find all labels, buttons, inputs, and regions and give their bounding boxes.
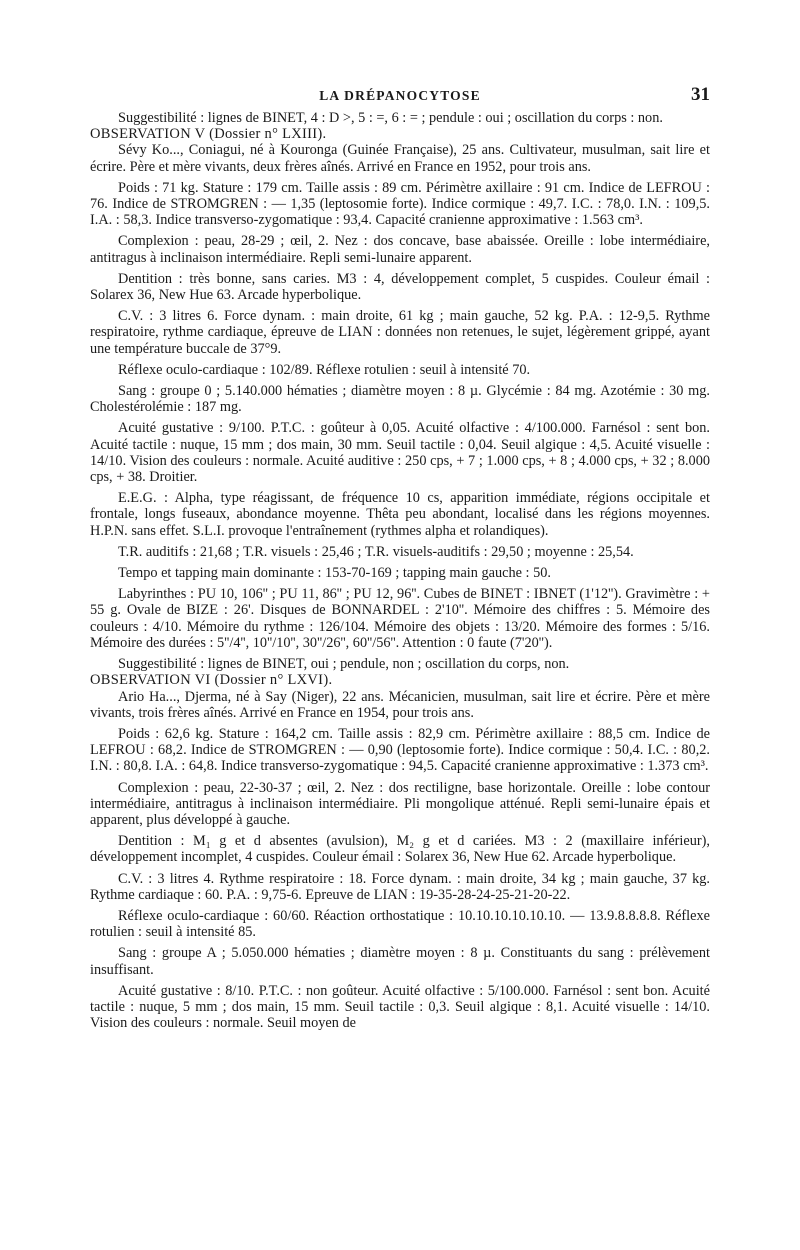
paragraph: Dentition : M₁ g et d absentes (avulsion), M₂ g et d cariées. M3 : 2 (maxillaire inférieur), développement incomplet, 4 cuspides. Couleur émail : Solarex 36, New Hue 62. Arcade hyperbolique. [90, 833, 710, 866]
paragraph: Sang : groupe 0 ; 5.140.000 hématies ; diamètre moyen : 8 µ. Glycémie : 84 mg. Azotémie : 30 mg. Cholestérolémie : 187 mg. [90, 383, 710, 416]
paragraph: Dentition : très bonne, sans caries. M3 : 4, développement complet, 5 cuspides. Couleur émail : Solarex 36, New Hue 63. Arcade hyperbolique. [90, 270, 710, 304]
paragraph: Sévy Ko..., Coniagui, né à Kouronga (Guinée Française), 25 ans. Cultivateur, musulman, sait lire et écrire. Père et mère vivants, deux frères aînés. Arrivé en France en 1952, pour trois ans. [90, 142, 710, 175]
section-heading-observation-vi: OBSERVATION VI (Dossier n° LXVI). [90, 672, 333, 689]
paragraph: Suggestibilité : lignes de BINET, 4 : D >, 5 : =, 6 : = ; pendule : oui ; oscillation du corps : non. [118, 110, 663, 126]
paragraph: Complexion : peau, 22-30-37 ; œil, 2. Nez : dos rectiligne, base horizontale. Oreille : lobe contour intermédiaire, antitragus à inclinaison intermédiaire. Pli mongolique atténué. Repli semi-lunaire épais et apparent, plus développé à gauche. [90, 779, 710, 828]
paragraph: Réflexe oculo-cardiaque : 102/89. Réflexe rotulien : seuil à intensité 70. [118, 361, 531, 378]
paragraph: Acuité gustative : 9/100. P.T.C. : goûteur à 0,05. Acuité olfactive : 4/100.000. Farnésol : sent bon. Acuité tactile : nuque, 15 mm ; dos main, 30 mm. Seuil tactile : 0,04. Seuil algique : 4,5. Acuité visuelle : 14/10. Vision des couleurs : normale. Acuité auditive : 250 cps, + 7 ; 1.000 cps, + 8 ; 4.000 cps, + 32 ; 8.000 cps, + 38. Droitier. [90, 420, 710, 486]
paragraph: Acuité gustative : 8/10. P.T.C. : non goûteur. Acuité olfactive : 5/100.000. Farnésol : sent bon. Acuité tactile : nuque, 5 mm ; dos main, 15 mm. Seuil tactile : 0,3. Seuil algique : 8,1. Acuité visuelle : 14/10. Vision des couleurs : normale. Seuil moyen de [90, 982, 710, 1032]
document-body [90, 110, 710, 1031]
paragraph: Poids : 71 kg. Stature : 179 cm. Taille assis : 89 cm. Périmètre axillaire : 91 cm. Indice de LEFROU : 76. Indice de STROMGREN : — 1,35 (leptosomie forte). Indice cormique : 49,7. I.C. : 78,0. I.N. : 109,5. I.A. : 58,3. Indice transverso-zygomatique : 93,4. Capacité cranienne approximative : 1.563 cm³. [90, 179, 710, 229]
running-header [90, 80, 710, 110]
paragraph: Ario Ha..., Djerma, né à Say (Niger), 22 ans. Mécanicien, musulman, sait lire et écrire. Père et mère vivants, trois frères aînés. Arrivé en France en 1954, pour trois ans. [90, 688, 710, 721]
paragraph: Labyrinthes : PU 10, 106'' ; PU 11, 86'' ; PU 12, 96''. Cubes de BINET : IBNET (1'12''). Gravimètre : + 55 g. Ovale de BIZE : 26'. Disques de BONNARDEL : 2'10''. Mémoire des chiffres : 5. Mémoire des couleurs : 4/10. Mémoire du rythme : 126/104. Mémoire des objets : 13/20. Mémoire des formes : 5/16. Mémoire des durées : 5''/4'', 10''/10'', 30''/26'', 60''/56''. Attention : 0 faute (7'20''). [90, 586, 710, 651]
page-number: 31 [691, 84, 710, 105]
paragraph: Complexion : peau, 28-29 ; œil, 2. Nez : dos concave, base abaissée. Oreille : lobe intermédiaire, antitragus à inclinaison intermédiaire. Repli semi-lunaire apparent. [90, 233, 710, 266]
paragraph: Tempo et tapping main dominante : 153-70-169 ; tapping main gauche : 50. [118, 565, 551, 582]
paragraph: C.V. : 3 litres 4. Rythme respiratoire : 18. Force dynam. : main droite, 34 kg ; main gauche, 37 kg. Rythme cardiaque : 60. P.A. : 9,75-6. Epreuve de LIAN : 19-35-28-24-25-21-20-22. [90, 870, 710, 903]
paragraph: Suggestibilité : lignes de BINET, oui ; pendule, non ; oscillation du corps, non. [118, 656, 570, 673]
paragraph: T.R. auditifs : 21,68 ; T.R. visuels : 25,46 ; T.R. visuels-auditifs : 29,50 ; moyenne : 25,54. [118, 543, 634, 560]
paragraph: Poids : 62,6 kg. Stature : 164,2 cm. Taille assis : 82,9 cm. Périmètre axillaire : 88,5 cm. Indice de LEFROU : 68,2. Indice de STROMGREN : — 0,90 (leptosomie forte). Indice cormique : 50,4. I.C. : 80,2. I.N. : 80,8. I.A. : 64,8. Indice transverso-zygomatique : 94,5. Capacité cranienne approximative : 1.373 cm³. [90, 725, 710, 775]
section-heading-observation-v: OBSERVATION V (Dossier n° LXIII). [90, 126, 327, 143]
running-title: LA DRÉPANOCYTOSE [319, 88, 481, 103]
paragraph: Sang : groupe A ; 5.050.000 hématies ; diamètre moyen : 8 µ. Constituants du sang : prélèvement insuffisant. [90, 945, 710, 978]
paragraph: Réflexe oculo-cardiaque : 60/60. Réaction orthostatique : 10.10.10.10.10.10. — 13.9.8.8.8.8. Réflexe rotulien : seuil à intensité 85. [90, 907, 710, 941]
paragraph: C.V. : 3 litres 6. Force dynam. : main droite, 61 kg ; main gauche, 52 kg. P.A. : 12-9,5. Rythme respiratoire, rythme cardiaque, épreuve de LIAN : données non retenues, le sujet, légèrement grippé, ayant une température buccale de 37°9. [90, 308, 710, 357]
paragraph: E.E.G. : Alpha, type réagissant, de fréquence 10 cs, apparition immédiate, régions occipitale et frontale, longs fuseaux, abondance moyenne. Thêta peu abondant, localisé dans les régions moyennes. H.P.N. sans effet. S.L.I. provoque l'entraînement (rythmes alpha et rolandiques). [90, 490, 710, 539]
